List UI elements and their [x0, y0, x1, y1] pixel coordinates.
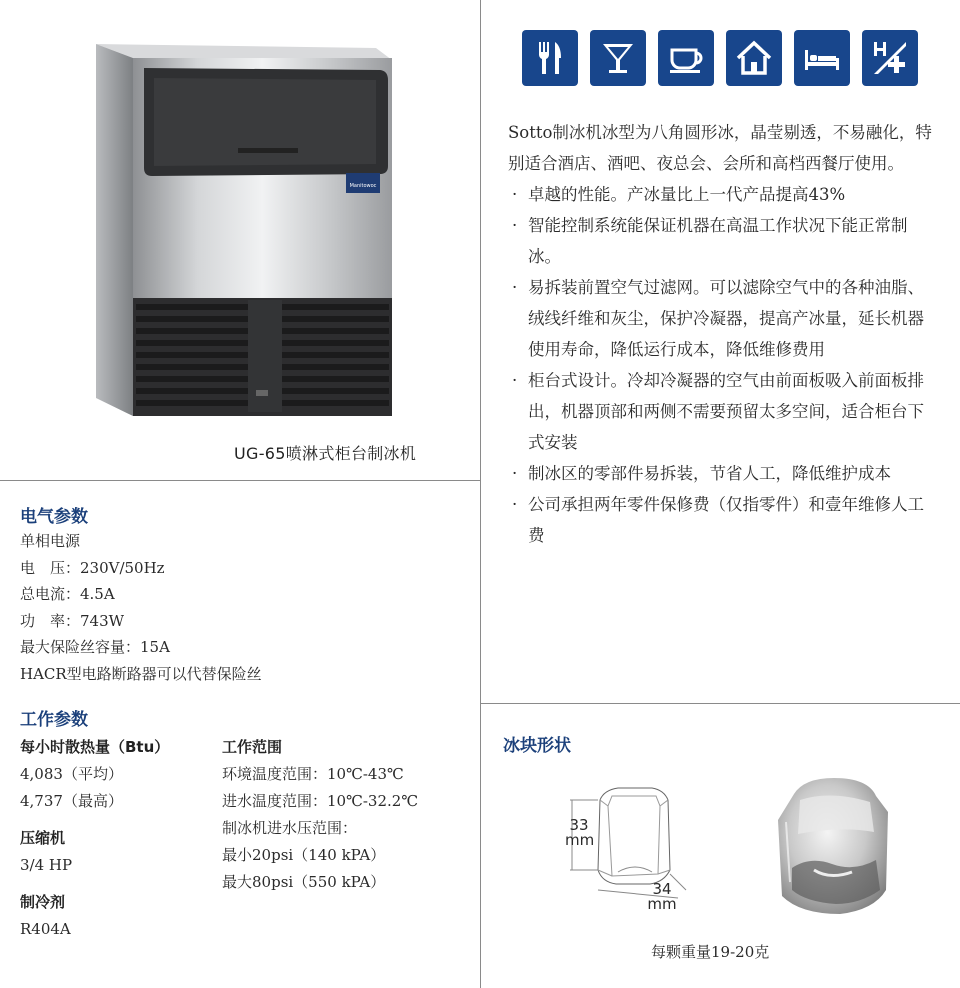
- working-col-right: [222, 734, 418, 896]
- description-intro: Sotto制冰机冰型为八角圆形冰，晶莹剔透，不易融化，特别适合酒店、酒吧、夜总会、会所和高档西餐厅使用。: [508, 123, 932, 173]
- product-description: [508, 117, 938, 551]
- list-item: · 卓越的性能。产冰量比上一代产品提高43%: [508, 179, 938, 210]
- compressor-value: 3/4 HP: [20, 856, 73, 874]
- fork-knife-icon: [522, 30, 578, 86]
- working-title: 工作参数: [20, 710, 88, 730]
- refrigerant-title: 制冷剂: [20, 893, 66, 911]
- range-line: 制冰机进水压范围：: [222, 819, 358, 837]
- list-item: · 智能控制系统能保证机器在高温工作状况下能正常制冰。: [508, 210, 938, 272]
- hospital-icon: [862, 30, 918, 86]
- heat-title: 每小时散热量（Btu）: [20, 738, 170, 756]
- electrical-line: 总电流：4.5A: [20, 585, 115, 603]
- bed-icon: [794, 30, 850, 86]
- badge-text: Manitowoc: [349, 183, 377, 189]
- house-icon: [726, 30, 782, 86]
- vertical-divider: [480, 0, 481, 988]
- ice-height-value: 33: [569, 816, 589, 834]
- electrical-line: 功 率：743W: [20, 611, 125, 630]
- range-line: 进水温度范围：10℃-32.2℃: [222, 792, 419, 810]
- ice-machine-image: [88, 38, 398, 420]
- list-item: · 柜台式设计。冷却冷凝器的空气由前面板吸入前面板排出，机器顶部和两侧不需要预留太多空间，适合柜台下式安装: [508, 365, 938, 458]
- ice-height-label: [565, 818, 593, 848]
- horizontal-divider-left: [0, 480, 480, 481]
- electrical-line: 电 压：230V/50Hz: [20, 558, 165, 577]
- feature-list: [508, 179, 938, 551]
- ice-width-value: 34: [652, 880, 672, 898]
- ice-width-unit: mm: [647, 895, 677, 913]
- heat-max: 4,737（最高）: [20, 792, 123, 810]
- electrical-line: 单相电源: [20, 532, 81, 550]
- electrical-list: [20, 528, 262, 687]
- venue-icons: [522, 30, 918, 86]
- range-title: 工作范围: [222, 738, 283, 756]
- electrical-title: 电气参数: [20, 507, 88, 527]
- electrical-line: HACR型电路断路器可以代替保险丝: [20, 664, 262, 683]
- electrical-line: 最大保险丝容量：15A: [20, 638, 170, 656]
- refrigerant-value: R404A: [20, 920, 71, 938]
- compressor-title: 压缩机: [20, 829, 66, 847]
- range-line: 最大80psi（550 kPA）: [222, 873, 386, 891]
- ice-cube-photo: [770, 772, 898, 922]
- ice-height-unit: mm: [565, 831, 595, 849]
- list-item: · 易拆装前置空气过滤网。可以滤除空气中的各种油脂、绒线纤维和灰尘，保护冷凝器，提高产冰量，延长机器使用寿命，降低运行成本，降低维修费用: [508, 272, 938, 365]
- heat-avg: 4,083（平均）: [20, 765, 123, 783]
- working-col-left: [20, 734, 169, 943]
- coffee-cup-icon: [658, 30, 714, 86]
- range-line: 最小20psi（140 kPA）: [222, 846, 386, 864]
- product-caption: UG-65喷淋式柜台制冰机: [234, 444, 417, 463]
- ice-weight: 每颗重量19-20克: [651, 943, 770, 961]
- range-line: 环境温度范围：10℃-43℃: [222, 765, 404, 783]
- list-item: · 制冰区的零部件易拆装，节省人工，降低维护成本: [508, 458, 938, 489]
- ice-width-label: [645, 882, 679, 912]
- list-item: · 公司承担两年零件保修费（仅指零件）和壹年维修人工费: [508, 489, 938, 551]
- ice-shape-title: 冰块形状: [503, 736, 571, 756]
- horizontal-divider-right: [480, 703, 960, 704]
- cocktail-glass-icon: [590, 30, 646, 86]
